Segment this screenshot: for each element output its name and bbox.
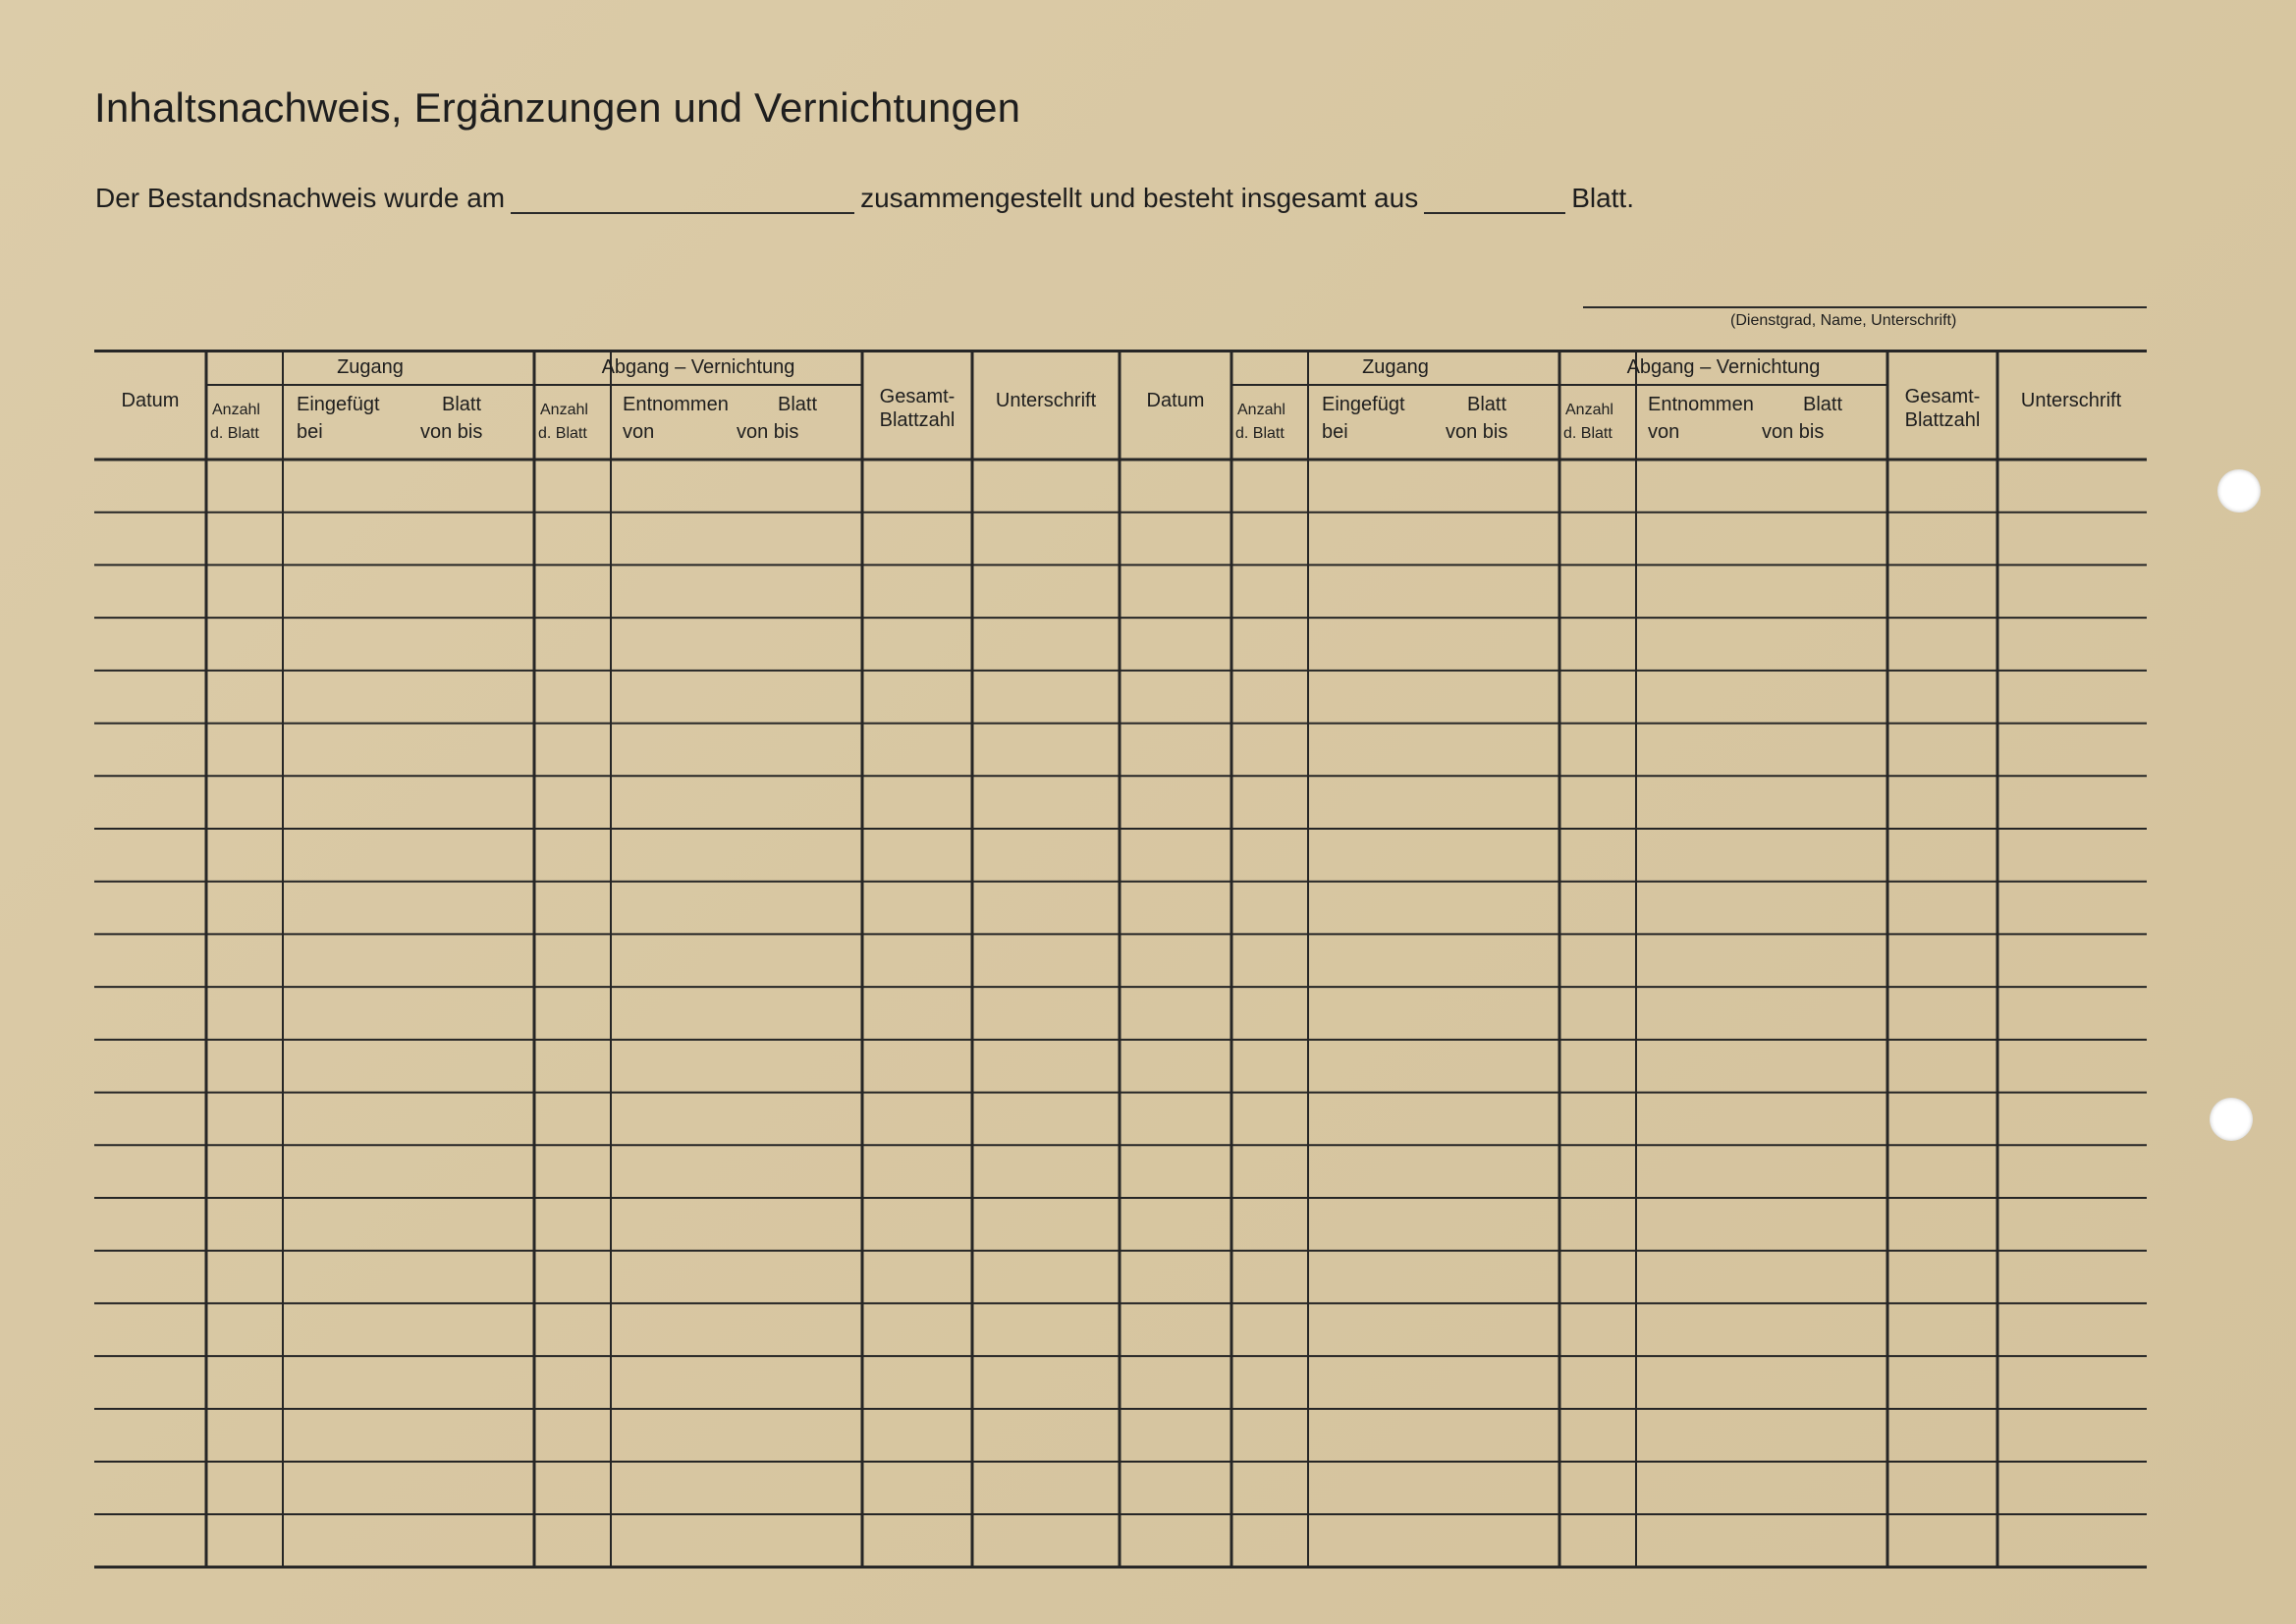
- intro-text-2: zusammengestellt und besteht insgesamt aus: [860, 183, 1419, 213]
- header-bei: bei: [297, 421, 323, 443]
- header-anzahl: Anzahl: [212, 402, 260, 418]
- intro-text-1: Der Bestandsnachweis wurde am: [95, 183, 506, 213]
- header-anzahl: Anzahl: [1237, 402, 1285, 418]
- header-von-bis: von bis: [1446, 421, 1508, 443]
- sheet-count-field[interactable]: [1424, 183, 1565, 214]
- header-eingefuegt: Eingefügt: [297, 394, 380, 415]
- date-field[interactable]: [511, 183, 854, 214]
- header-anzahl-blatt: d. Blatt: [210, 425, 259, 442]
- content-record-table: [94, 350, 2147, 1569]
- header-unterschrift: Unterschrift: [995, 390, 1097, 411]
- header-unterschrift: Unterschrift: [2020, 390, 2122, 411]
- header-anzahl: Anzahl: [1565, 402, 1613, 418]
- intro-text-3: Blatt.: [1571, 183, 1634, 213]
- header-von-bis: von bis: [1762, 421, 1825, 443]
- header-blatt: Blatt: [778, 394, 818, 415]
- header-von-bis: von bis: [737, 421, 799, 443]
- intro-sentence: [95, 175, 1634, 214]
- signature-line[interactable]: [1583, 306, 2147, 308]
- header-entnommen: Entnommen: [623, 394, 729, 415]
- header-anzahl: Anzahl: [540, 402, 588, 418]
- header-von-bis: von bis: [420, 421, 483, 443]
- header-gesamt: Gesamt-: [1904, 386, 1981, 407]
- punch-hole-bottom: [2210, 1098, 2253, 1141]
- header-zugang: Zugang: [337, 356, 404, 378]
- punch-hole-top: [2217, 469, 2261, 513]
- header-blattzahl: Blattzahl: [879, 409, 956, 431]
- header-anzahl-blatt: d. Blatt: [1235, 425, 1285, 442]
- header-datum: Datum: [121, 390, 180, 411]
- header-blatt: Blatt: [1467, 394, 1507, 415]
- header-abgang: Abgang – Vernichtung: [1626, 356, 1821, 378]
- header-gesamt: Gesamt-: [879, 386, 956, 407]
- header-von: von: [1648, 421, 1680, 443]
- header-datum: Datum: [1146, 390, 1205, 411]
- page-title: Inhaltsnachweis, Ergänzungen und Vernichtungen: [94, 84, 1021, 131]
- header-blattzahl: Blattzahl: [1904, 409, 1981, 431]
- header-blatt: Blatt: [442, 394, 482, 415]
- header-bei: bei: [1322, 421, 1348, 443]
- header-anzahl-blatt: d. Blatt: [538, 425, 587, 442]
- table-rules: [94, 350, 2147, 1569]
- header-anzahl-blatt: d. Blatt: [1563, 425, 1613, 442]
- header-blatt: Blatt: [1803, 394, 1843, 415]
- header-von: von: [623, 421, 655, 443]
- header-zugang: Zugang: [1362, 356, 1429, 378]
- header-abgang: Abgang – Vernichtung: [601, 356, 795, 378]
- header-entnommen: Entnommen: [1648, 394, 1754, 415]
- signature-caption: (Dienstgrad, Name, Unterschrift): [1730, 312, 1957, 329]
- header-eingefuegt: Eingefügt: [1322, 394, 1405, 415]
